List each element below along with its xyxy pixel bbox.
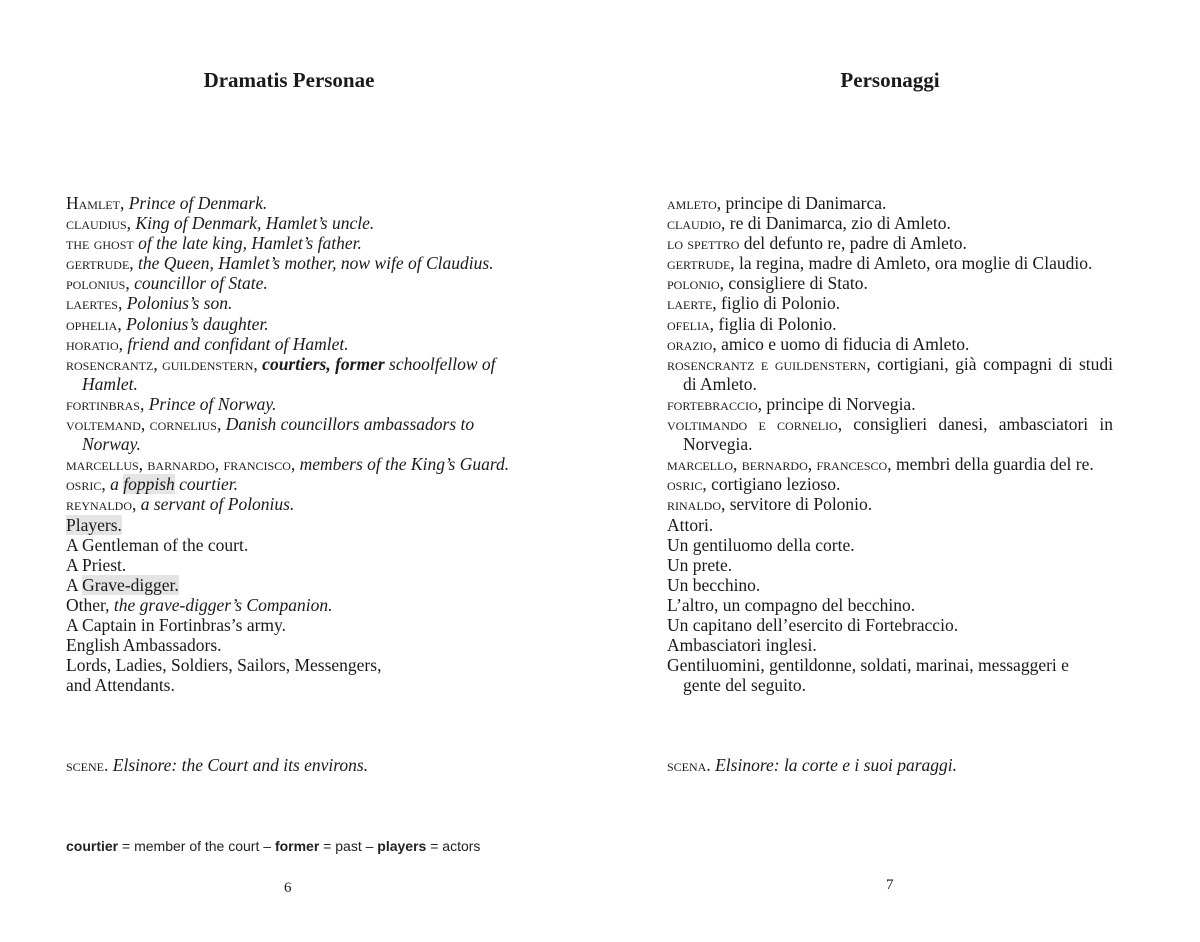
cast-entry — [667, 193, 1113, 213]
character-name: laerte — [667, 293, 713, 314]
cast-entry: Un capitano dell’esercito di Fortebraccio. — [667, 614, 959, 635]
scene-line — [667, 755, 957, 775]
cast-entry: Lords, Ladies, Soldiers, Sailors, Messengers, and Attendants. — [66, 655, 382, 696]
character-name: osric — [66, 474, 102, 495]
character-name: amleto — [667, 193, 717, 213]
page-title: Personaggi — [840, 68, 940, 92]
character-description: , figlio di Polonio. — [712, 293, 841, 314]
character-name: fortinbras — [66, 393, 140, 414]
character-name: marcello, bernardo, francesco — [667, 454, 888, 475]
cast-entry — [667, 314, 1113, 334]
cast-entry: A Gentleman of the court. — [66, 534, 249, 555]
character-description: Prince of Denmark. — [128, 193, 268, 213]
character-name: the ghost — [66, 233, 134, 254]
cast-entry: ophelia, Polonius’s daughter. — [66, 313, 269, 334]
highlighted-gloss-words: courtiers, former — [262, 353, 385, 374]
character-description: , consiglieri danesi, ambasciatori in Norvegia. — [683, 414, 1113, 455]
highlighted-word: Grave-digger. — [82, 574, 179, 595]
character-description: , figlia di Polonio. — [709, 313, 837, 334]
cast-entry: A Grave-digger. — [66, 574, 179, 595]
character-name: polonius — [66, 273, 126, 294]
character-description: , servitore di Polonio. — [721, 494, 873, 515]
character-description: , cortigiani, già compagni di studi di Amleto. — [683, 353, 1113, 394]
cast-entry: laertes, Polonius’s son. — [66, 293, 233, 314]
character-name: osric — [667, 474, 703, 495]
character-description: Polonius’s daughter. — [126, 313, 269, 334]
character-description: friend and confidant of Hamlet. — [127, 333, 349, 354]
character-description: , la regina, madre di Amleto, ora moglie di Claudio. — [730, 253, 1093, 274]
cast-entry: marcellus, barnardo, francisco, members of the King’s Guard. — [66, 454, 510, 475]
cast-entry — [667, 273, 1113, 293]
cast-entry: fortinbras, Prince of Norway. — [66, 393, 277, 414]
cast-entry — [667, 414, 1113, 454]
character-description: members of the King’s Guard. — [299, 454, 510, 475]
page-title: Dramatis Personae — [203, 68, 375, 92]
cast-entry: claudius, King of Denmark, Hamlet’s uncle. — [66, 213, 375, 234]
character-name: rosencrantz, guildenstern — [66, 353, 254, 374]
glossary: courtier = member of the court – former = past – players = actors — [66, 838, 481, 854]
cast-entry: Ambasciatori inglesi. — [667, 635, 817, 656]
cast-entry: osric, a foppish courtier. — [66, 474, 238, 495]
highlighted-word: Players. — [66, 514, 122, 535]
character-name: gertrude — [66, 253, 130, 274]
page-number: 7 — [886, 877, 894, 893]
cast-entry — [66, 515, 516, 535]
cast-entry — [667, 494, 1113, 514]
character-description: Danish councillors ambassadors to Norway. — [82, 414, 475, 455]
cast-entry: polonius, councillor of State. — [66, 273, 268, 294]
character-description: , principe di Norvegia. — [757, 393, 916, 414]
cast-entry: English Ambassadors. — [66, 635, 222, 656]
character-name: ophelia — [66, 313, 118, 334]
right-page — [600, 0, 1200, 942]
character-name: claudius — [66, 213, 127, 234]
cast-entry: Other, the grave-digger’s Companion. — [66, 594, 333, 615]
cast-entry — [667, 293, 1113, 313]
cast-entry: A Captain in Fortinbras’s army. — [66, 614, 287, 635]
cast-list — [667, 193, 1113, 695]
character-description: schoolfellow of Hamlet. — [82, 353, 496, 394]
scene-label: scena. — [667, 755, 711, 775]
cast-entry: Attori. — [667, 514, 714, 535]
cast-entry — [66, 233, 516, 253]
cast-entry: rosencrantz, guildenstern, courtiers, former schoolfellow of Hamlet. — [66, 353, 496, 394]
cast-entry — [667, 334, 1113, 354]
character-name: ofelia — [667, 313, 710, 334]
scene-text: Elsinore: the Court and its environs. — [112, 755, 369, 775]
character-name: voltimando e cornelio — [667, 414, 838, 435]
character-name: polonio — [667, 273, 720, 294]
glossary-term: courtier — [66, 838, 119, 854]
cast-entry: Hamlet, Prince of Denmark. — [66, 193, 268, 213]
character-description: a servant of Polonius. — [140, 494, 295, 515]
character-description: King of Denmark, Hamlet’s uncle. — [135, 213, 375, 234]
character-description: , principe di Danimarca. — [716, 193, 887, 213]
character-name: Hamlet — [66, 193, 120, 213]
character-name: horatio — [66, 333, 119, 354]
character-name: rinaldo — [667, 494, 721, 515]
character-description: , cortigiano lezioso. — [702, 474, 841, 495]
cast-entry — [667, 394, 1113, 414]
cast-entry: Un gentiluomo della corte. — [667, 534, 855, 555]
character-description: Polonius’s son. — [126, 293, 233, 314]
cast-entry — [667, 454, 1113, 474]
character-name: claudio — [667, 213, 721, 234]
cast-entry: Un prete. — [667, 554, 733, 575]
cast-entry: Gentiluomini, gentildonne, soldati, marinai, messaggeri e gente del seguito. — [667, 655, 1069, 696]
character-name: lo spettro — [667, 233, 740, 254]
scene-text: Elsinore: la corte e i suoi paraggi. — [715, 755, 957, 775]
page-number: 6 — [284, 880, 292, 896]
cast-entry: A Priest. — [66, 554, 127, 575]
glossary-term: former — [274, 838, 320, 854]
character-name: voltemand, cornelius — [66, 414, 217, 435]
cast-entry: L’altro, un compagno del becchino. — [667, 594, 916, 615]
cast-entry: Un becchino. — [667, 574, 761, 595]
character-name: reynaldo — [66, 494, 132, 515]
character-description: , consigliere di Stato. — [719, 273, 868, 294]
cast-entry: horatio, friend and confidant of Hamlet. — [66, 333, 349, 354]
cast-entry — [667, 474, 1113, 494]
character-description: Prince of Norway. — [148, 393, 277, 414]
character-description: of the late king, Hamlet’s father. — [138, 233, 362, 254]
character-description: courtier. — [174, 474, 238, 495]
glossary-term: players — [377, 838, 427, 854]
character-description: , re di Danimarca, zio di Amleto. — [721, 213, 951, 234]
character-description: del defunto re, padre di Amleto. — [739, 233, 967, 254]
character-name: marcellus, barnardo, francisco — [66, 454, 291, 475]
highlighted-word: foppish — [123, 474, 175, 495]
cast-entry — [667, 253, 1113, 273]
scene-label: scene. — [66, 755, 109, 775]
cast-entry: gertrude, the Queen, Hamlet’s mother, now wife of Claudius. — [66, 253, 494, 274]
character-description: the Queen, Hamlet’s mother, now wife of Claudius. — [138, 253, 494, 274]
cast-entry — [667, 233, 1113, 253]
cast-entry: reynaldo, a servant of Polonius. — [66, 494, 295, 515]
scene-line — [66, 755, 368, 775]
cast-entry — [667, 354, 1113, 394]
character-description: , membri della guardia del re. — [887, 454, 1094, 475]
cast-entry — [667, 213, 1113, 233]
cast-entry: voltemand, cornelius, Danish councillors ambassadors to Norway. — [66, 414, 475, 455]
character-name: gertrude — [667, 253, 731, 274]
character-name: fortebraccio — [667, 393, 758, 414]
character-description: , amico e uomo di fiducia di Amleto. — [712, 333, 970, 354]
character-name: rosencrantz e guildenstern — [667, 353, 867, 374]
cast-list — [66, 193, 516, 695]
character-name: orazio — [667, 333, 713, 354]
character-name: laertes — [66, 293, 118, 314]
character-description: councillor of State. — [134, 273, 268, 294]
